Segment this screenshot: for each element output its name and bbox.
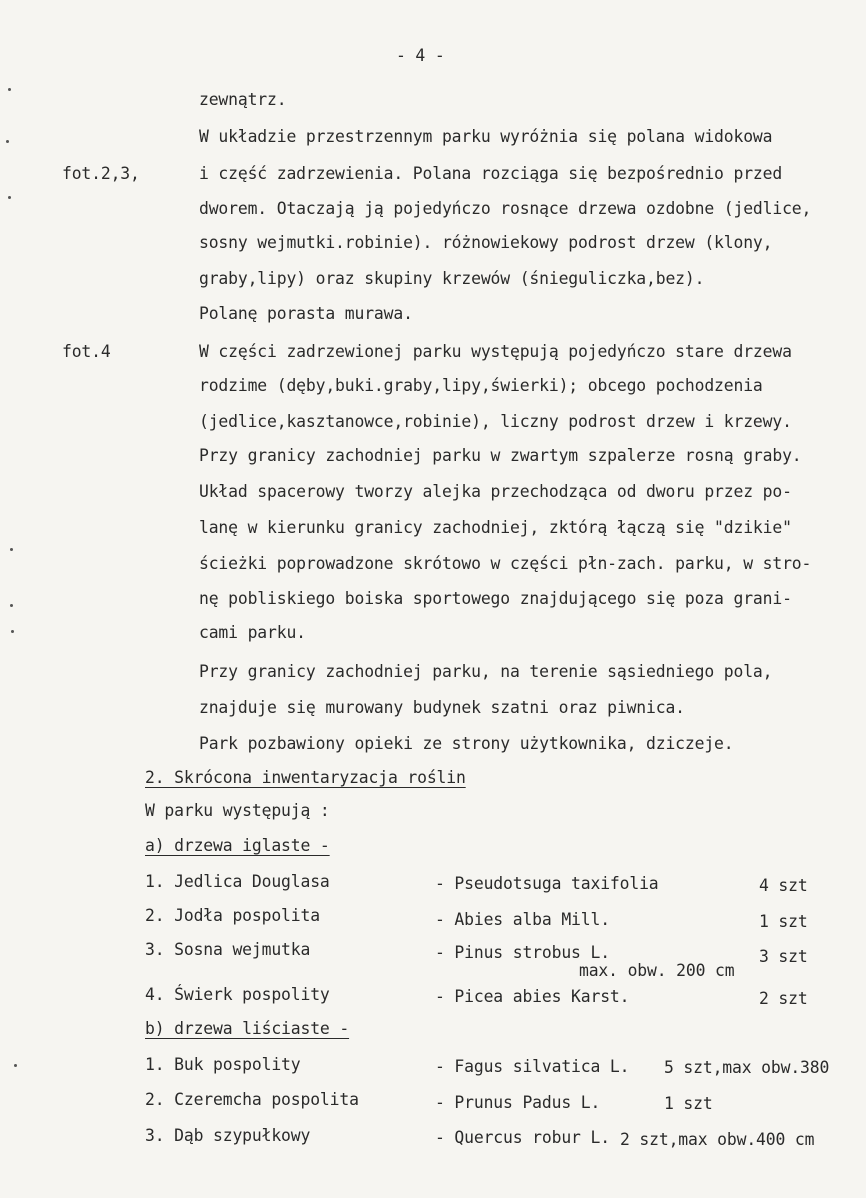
- body-line: Przy granicy zachodniej parku, na terenie sąsiedniego pola,: [199, 662, 773, 681]
- conifer-qty: 2 szt: [759, 989, 808, 1008]
- deciduous-latin: - Quercus robur L.: [435, 1128, 610, 1147]
- side-ref-fot-2-3: fot.2,3,: [62, 164, 140, 183]
- conifer-latin: - Pinus strobus L.: [435, 943, 610, 962]
- conifer-latin: - Abies alba Mill.: [435, 910, 610, 929]
- body-line: W układzie przestrzennym parku wyróżnia się polana widokowa: [199, 127, 773, 146]
- deciduous-name: 3. Dąb szypułkowy: [145, 1126, 311, 1145]
- page-number: - 4 -: [396, 46, 445, 65]
- body-line: Układ spacerowy tworzy alejka przechodząca od dworu przez po-: [199, 482, 792, 501]
- body-line: cami parku.: [199, 623, 306, 642]
- conifer-latin: - Picea abies Karst.: [435, 987, 630, 1006]
- body-line: lanę w kierunku granicy zachodniej, zktórą łączą się "dzikie": [199, 518, 792, 537]
- margin-dot: [11, 630, 14, 633]
- deciduous-latin: - Prunus Padus L.: [435, 1093, 601, 1112]
- conifer-latin: - Pseudotsuga taxifolia: [435, 874, 659, 893]
- body-line: graby,lipy) oraz skupiny krzewów (śnieguliczka,bez).: [199, 269, 705, 288]
- body-line: Park pozbawiony opieki ze strony użytkownika, dziczeje.: [199, 734, 734, 753]
- margin-dot: [10, 548, 13, 551]
- deciduous-name: 1. Buk pospolity: [145, 1055, 301, 1074]
- conifer-name: 3. Sosna wejmutka: [145, 940, 311, 959]
- deciduous-qty: 1 szt: [664, 1094, 713, 1113]
- body-line: Przy granicy zachodniej parku w zwartym szpalerze rosną graby.: [199, 446, 802, 465]
- conifer-qty: 1 szt: [759, 912, 808, 931]
- margin-dot: [8, 196, 11, 199]
- body-line: zewnątrz.: [199, 90, 287, 109]
- conifer-name: 1. Jedlica Douglasa: [145, 872, 330, 891]
- body-line: i część zadrzewienia. Polana rozciąga się bezpośrednio przed: [199, 164, 783, 183]
- margin-dot: [6, 140, 9, 143]
- deciduous-name: 2. Czeremcha pospolita: [145, 1090, 359, 1109]
- deciduous-latin: - Fagus silvatica L.: [435, 1057, 630, 1076]
- body-line: znajduje się murowany budynek szatni oraz piwnica.: [199, 698, 685, 717]
- deciduous-qty: 2 szt,max obw.400 cm: [620, 1130, 815, 1149]
- margin-dot: [8, 88, 11, 91]
- section-heading: 2. Skrócona inwentaryzacja roślin: [145, 768, 466, 787]
- margin-dot: [14, 1064, 17, 1067]
- conifer-qty: 3 szt: [759, 947, 808, 966]
- conifer-name: 2. Jodła pospolita: [145, 906, 320, 925]
- body-line: Polanę porasta murawa.: [199, 304, 413, 323]
- body-line: rodzime (dęby,buki.graby,lipy,świerki); obcego pochodzenia: [199, 376, 763, 395]
- conifer-name: 4. Świerk pospolity: [145, 985, 330, 1004]
- deciduous-heading: b) drzewa liściaste -: [145, 1019, 350, 1038]
- side-ref-fot-4: fot.4: [62, 342, 111, 361]
- body-line: nę pobliskiego boiska sportowego znajdującego się poza grani-: [199, 589, 792, 608]
- margin-dot: [10, 604, 13, 607]
- conifer-note: max. obw. 200 cm: [579, 961, 735, 980]
- body-line: sosny wejmutki.robinie). różnowiekowy podrost drzew (klony,: [199, 233, 773, 252]
- body-line: (jedlice,kasztanowce,robinie), liczny podrost drzew i krzewy.: [199, 412, 792, 431]
- body-line: dworem. Otaczają ją pojedyńczo rosnące drzewa ozdobne (jedlice,: [199, 199, 812, 218]
- deciduous-qty: 5 szt,max obw.380: [664, 1058, 830, 1077]
- body-line: ścieżki poprowadzone skrótowo w części płn-zach. parku, w stro-: [199, 554, 812, 573]
- conifers-heading: a) drzewa iglaste -: [145, 836, 330, 855]
- conifer-qty: 4 szt: [759, 876, 808, 895]
- intro-line: W parku występują :: [145, 801, 330, 820]
- body-line: W części zadrzewionej parku występują pojedyńczo stare drzewa: [199, 342, 792, 361]
